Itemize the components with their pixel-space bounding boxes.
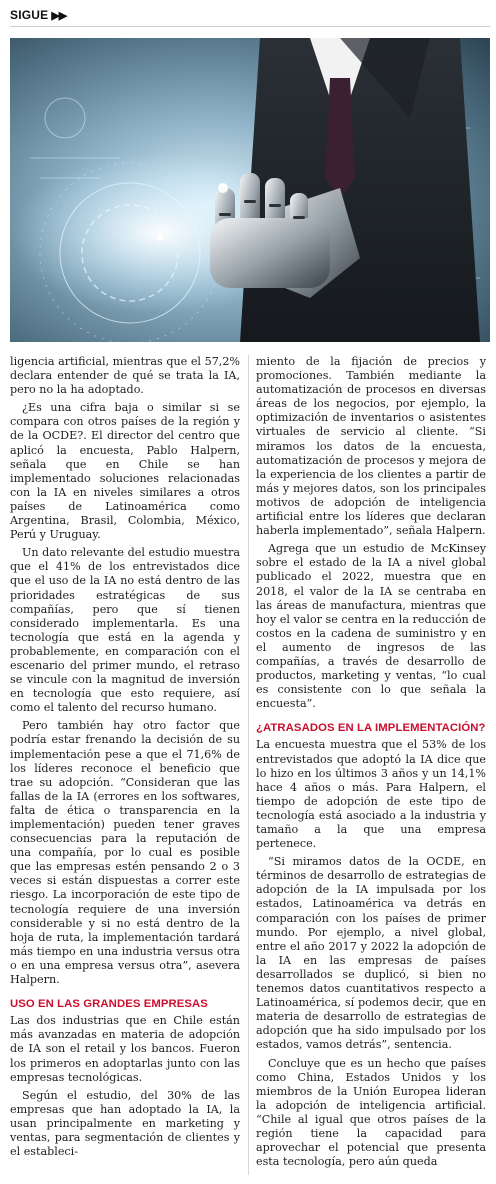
- article-column-left: [10, 355, 240, 1163]
- header-divider: [10, 26, 490, 27]
- paragraph: “Si miramos datos de la OCDE, en términos de desarrollo de estrategias de adopción de la IA impulsada por los estados, Latinoamérica va detrás en comparación con los países de primer mundo. Por ejemplo, a nivel global, entre el año 2017 y 2022 la adopción de la IA en las empresas de países desarrollados se duplicó, si bien no tenemos datos cuantitativos respecto a Latinoamérica, sí podemos decir, que en materia de desarrollo de estrategias de adopción que ha sido impulsado por los estados, vamos detrás”, sentencia.: [256, 855, 486, 1052]
- paragraph: Según el estudio, del 30% de las empresas que han adoptado la IA, la usan principalmente en marketing y ventas, para segmentación de clientes y el estableci-: [10, 1088, 240, 1159]
- section-subheading: ¿ATRASADOS EN LA IMPLEMENTACIÓN?: [256, 722, 486, 735]
- section-subheading: USO EN LAS GRANDES EMPRESAS: [10, 998, 208, 1011]
- continues-arrows-icon: ▶▶: [51, 10, 67, 22]
- article-photo: [10, 38, 490, 342]
- article-column-right: [256, 355, 486, 1173]
- paragraph: miento de la fijación de precios y promociones. También mediante la automatización de procesos en diversas áreas de los negocios, por ejemplo, la optimización de inventarios o asistentes virtuales de servicio al cliente. “Si miramos los datos de la encuesta, automatización de procesos y mejora de la experiencia de los clientes a partir de más y mejores datos, son los principales motivos de adopción de inteligencia artificial entre los líderes que declaran haberla implementado”, señala Halpern.: [256, 355, 486, 538]
- continues-text: SIGUE: [10, 8, 49, 22]
- paragraph: La encuesta muestra que el 53% de los entrevistados que adoptó la IA dice que lo hizo en los últimos 3 años y un 14,1% hace 4 años o más. Para Halpern, el tiempo de adopción de este tipo de tecnología está asociado a la industria y tamaño a la que una empresa pertenece.: [256, 738, 486, 851]
- paragraph: ¿Es una cifra baja o similar si se compara con otros países de la región y de la OCDE?. El director del centro que aplicó la encuesta, Pablo Halpern, señala que en Chile se han implementado soluciones relacionadas con la IA en niveles similares a otros países de Latinoamérica como Argentina, Brasil, Colombia, México, Perú y Uruguay.: [10, 401, 240, 542]
- paragraph: Un dato relevante del estudio muestra que el 41% de los entrevistados dice que el uso de la IA no está dentro de las prioridades estratégicas de sus compañías, pero que sí tienen considerado implementarla. Es una tecnología que está en la agenda y probablemente, en comparación con el escenario del primer mundo, el retraso se vincule con la magnitud de inversión en tecnología que esto requiere, así como el talento del recurso humano.: [10, 546, 240, 715]
- robot-hand-illustration: [10, 38, 490, 342]
- paragraph: ligencia artificial, mientras que el 57,2% declara entender de qué se trata la IA, pero no la ha adoptado.: [10, 355, 240, 397]
- paragraph: Agrega que un estudio de McKinsey sobre el estado de la IA a nivel global publicado el 2022, muestra que en 2018, el valor de la IA se centraba en las áreas de manufactura, mientras que hoy el valor se centra en la reducción de costos en la cadena de suministro y en el aumento de ingresos de las compañías, a través de desarrollo de productos, marketing y ventas, “lo cual es consistente con lo que señala la encuesta”.: [256, 542, 486, 711]
- paragraph: Concluye que es un hecho que países como China, Estados Unidos y los miembros de la Unión Europea lideran la adopción de inteligencia artificial. “Chile al igual que otros países de la región tiene la capacidad para aprovechar el potencial que presenta esta tecnología, pero aún queda: [256, 1056, 486, 1169]
- paragraph: Las dos industrias que en Chile están más avanzadas en materia de adopción de IA son el retail y los bancos. Fueron los primeros en adoptarlas junto con las empresas tecnológicas.: [10, 1014, 240, 1084]
- page-header: [0, 0, 496, 30]
- continues-label: [10, 8, 66, 22]
- paragraph: Pero también hay otro factor que podría estar frenando la decisión de su implementación pese a que el 71,6% de los líderes reconoce el beneficio que trae su adopción. “Consideran que las fallas de la IA (errores en los softwares, falta de ética o transparencia en la implementación) pueden tener graves consecuencias para la reputación de una compañía, por lo cual es posible que las empresas estén pensando 2 o 3 veces si están dispuestas a correr este riesgo. La incorporación de este tipo de tecnología requiere de una inversión considerable y si no está dentro de la hoja de ruta, la implementación tardará más tiempo en una industria versus otra o en una empresa versus otra”, asevera Halpern.: [10, 719, 240, 987]
- column-divider: [248, 355, 249, 1175]
